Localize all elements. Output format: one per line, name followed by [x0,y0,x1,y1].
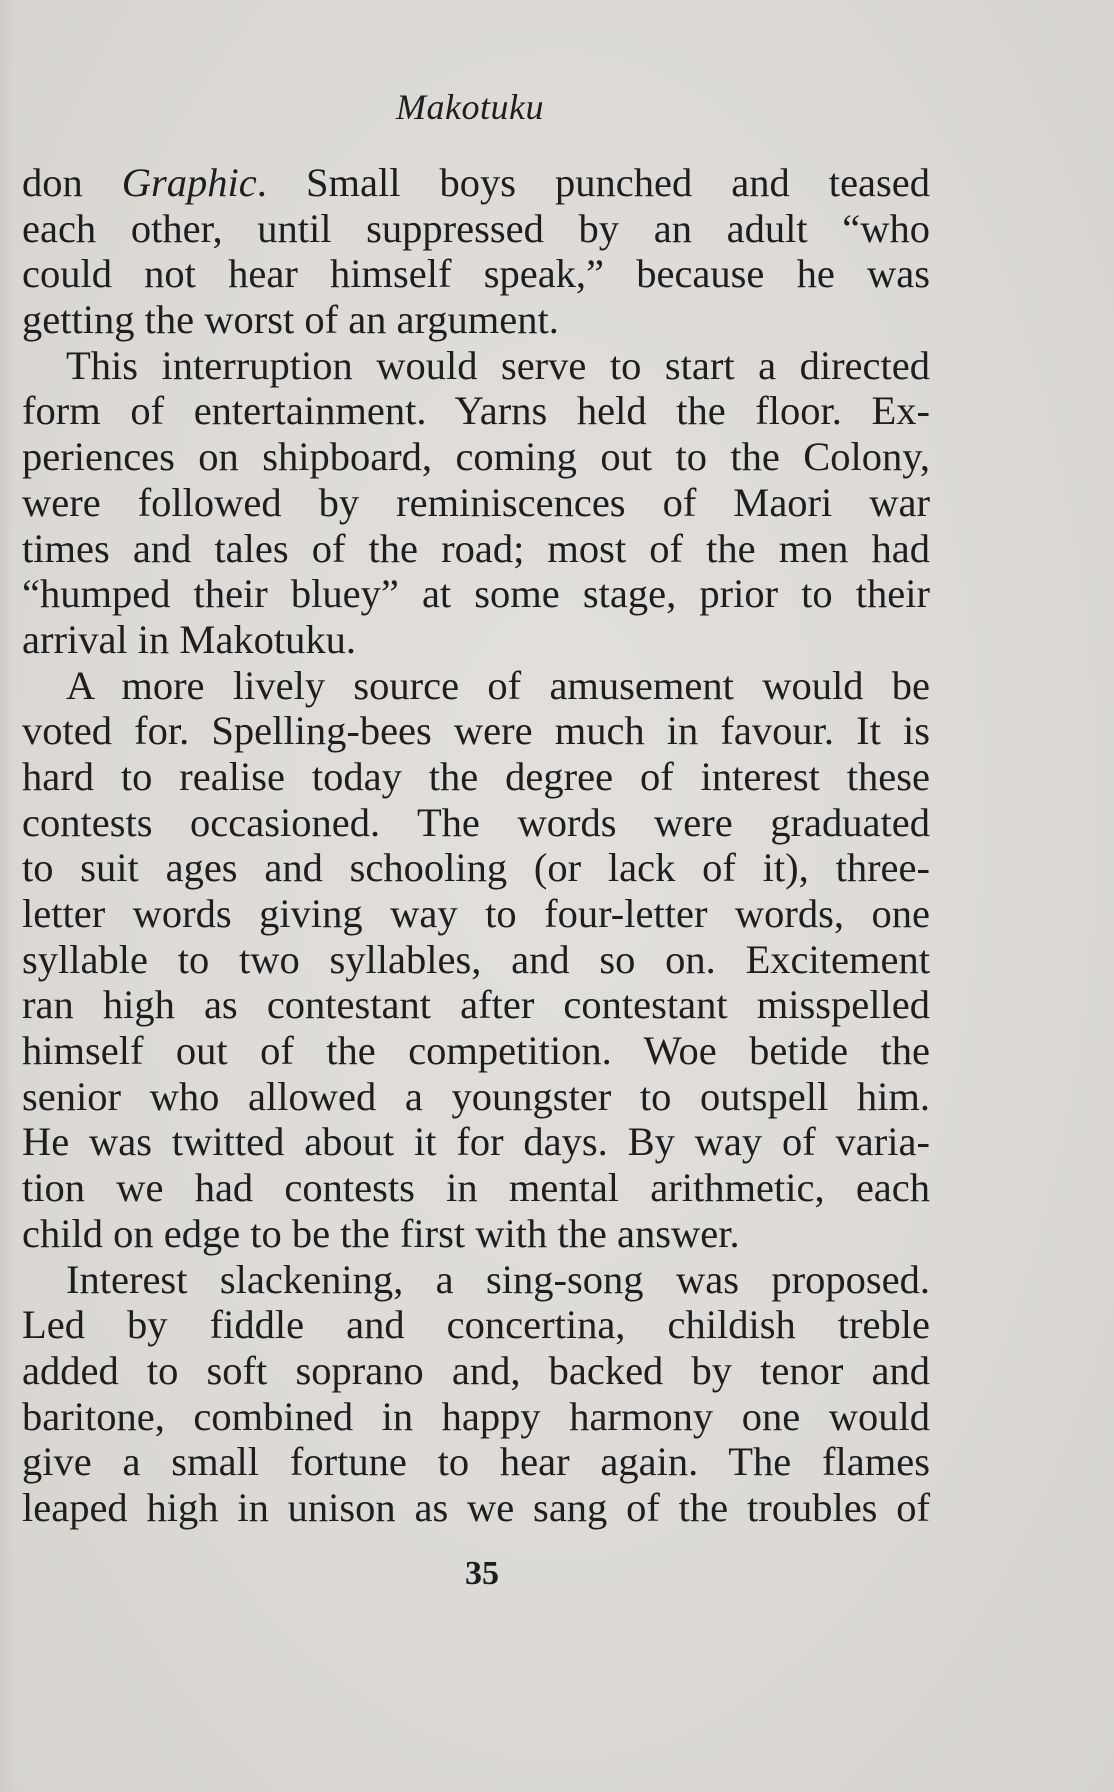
text-line-23: tion we had contests in mental arithmetic, each [22,1165,930,1211]
text-line-25: Interest slackening, a sing-song was proposed. [66,1256,930,1302]
text-line-13: voted for. Spelling-bees were much in favour. It is [22,708,930,754]
text-line-6: form of entertainment. Yarns held the floor. Ex- [22,388,930,434]
text-line-9: times and tales of the road; most of the men had [22,525,930,571]
body-text [22,160,930,1531]
text-line-2: each other, until suppressed by an adult “who [22,205,930,251]
text-line-18: syllable to two syllables, and so on. Excitement [22,936,930,982]
text-line-22: He was twitted about it for days. By way of varia- [22,1119,930,1165]
text-line-16: to suit ages and schooling (or lack of it), three- [22,845,930,891]
page-gutter-shadow [0,0,14,1792]
text-line-1-before: don [22,160,122,205]
text-line-19: ran high as contestant after contestant misspelled [22,982,930,1028]
text-line-8: were followed by reminiscences of Maori war [22,479,930,525]
running-head: Makotuku [396,87,544,127]
publication-title: Graphic [121,160,257,205]
text-line-5: This interruption would serve to start a directed [66,342,930,388]
text-line-15: contests occasioned. The words were graduated [22,799,930,845]
text-line-11: arrival in Makotuku. [22,616,357,662]
text-line-21: senior who allowed a youngster to outspell him. [22,1073,930,1119]
text-line-14: hard to realise today the degree of interest these [22,753,930,799]
page-number: 35 [465,1555,499,1592]
text-line-30: leaped high in unison as we sang of the troubles of [22,1484,930,1530]
text-line-3: could not hear himself speak,” because he was [22,251,930,297]
text-line-7: periences on shipboard, coming out to the Colony, [22,434,930,480]
text-line-1 [22,160,930,206]
text-line-1-after: . Small boys punched and teased [256,160,931,205]
text-line-17: letter words giving way to four-letter words, one [22,891,930,936]
text-line-28: baritone, combined in happy harmony one would [22,1393,930,1439]
text-line-20: himself out of the competition. Woe betide the [22,1028,930,1074]
text-line-27: added to soft soprano and, backed by tenor and [22,1347,930,1393]
text-line-10: “humped their bluey” at some stage, prior to their [22,571,930,617]
text-line-26: Led by fiddle and concertina, childish treble [22,1302,930,1348]
text-line-29: give a small fortune to hear again. The flames [22,1439,930,1485]
text-line-24: child on edge to be the first with the answer. [22,1210,740,1256]
text-line-4: getting the worst of an argument. [22,297,559,343]
text-line-12: A more lively source of amusement would be [66,662,930,708]
